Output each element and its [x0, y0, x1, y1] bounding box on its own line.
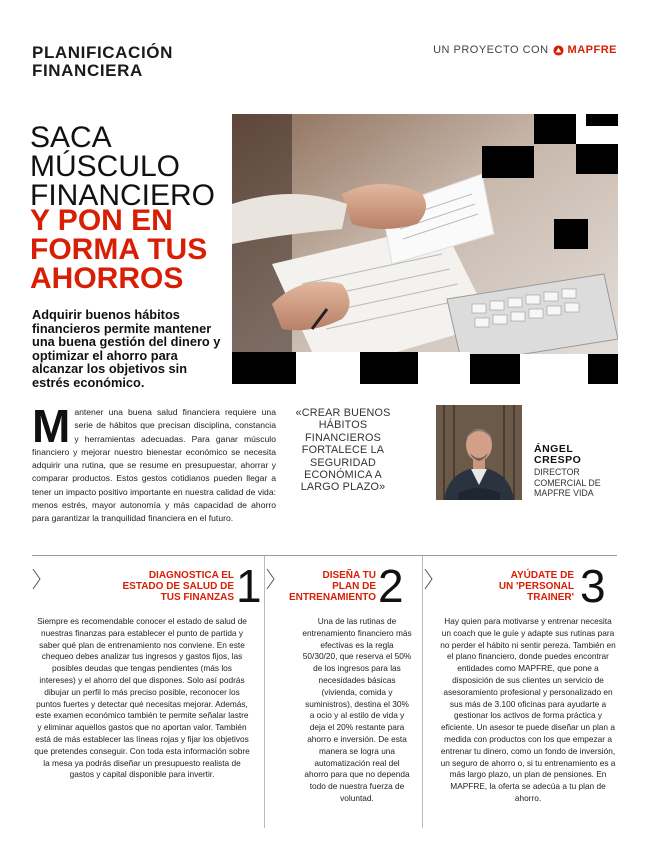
- column-title-line: UN 'PERSONAL: [498, 581, 574, 592]
- headline-red-line: Y PON EN: [30, 204, 173, 237]
- headline-thin-line: SACA: [30, 121, 112, 154]
- mapfre-logo-icon: [553, 45, 564, 56]
- intro-text: antener una buena salud financiera requiere una serie de hábitos que precisan disciplina, constancia y herramientas adecuadas. Para ganar músculo financiero y mejorar nuestro bienestar económico se necesita adquirir una rutina, que se resume en presupuestar, ahorrar y comparar productos. Estos gestos cotidianos pueden llegar a tener un impacto positivo importante en nuestra calidad de vida: menos estrés, mayor autonomía y más capacidad de ahorro para garantizar la tranquilidad financiera en el futuro.: [32, 407, 276, 524]
- quote-line: HÁBITOS: [318, 419, 368, 432]
- section-title-line1: PLANIFICACIÓN: [32, 43, 173, 62]
- person-name-line1: ÁNGEL: [534, 443, 574, 455]
- dropcap: M: [32, 400, 71, 452]
- column-title-line: ENTRENAMIENTO: [288, 592, 376, 603]
- pull-quote: [284, 407, 402, 494]
- quote-line: «CREAR BUENOS: [295, 407, 391, 419]
- headline-red-line: FORMA TUS: [30, 233, 208, 266]
- headline-thin: [30, 123, 215, 210]
- column-3-title: [460, 570, 574, 603]
- quote-line: SEGURIDAD: [310, 456, 376, 469]
- headline-red-line: AHORROS: [30, 262, 184, 295]
- column-1-number: 1: [236, 560, 262, 612]
- column-title-line: PLAN DE: [332, 581, 376, 592]
- column-1-title: [100, 570, 234, 603]
- person-role-line: DIRECTOR: [534, 467, 580, 477]
- headline-thin-line: FINANCIERO: [30, 179, 216, 212]
- sponsor-prefix: UN PROYECTO CON: [433, 44, 549, 56]
- person-role: [534, 467, 624, 499]
- column-2-number: 2: [378, 560, 404, 612]
- chevron-right-icon: [424, 568, 434, 590]
- headline-red: [30, 206, 207, 293]
- person-role-line: MAPFRE VIDA: [534, 488, 594, 498]
- column-3-number: 3: [580, 560, 606, 612]
- chevron-right-icon: [266, 568, 276, 590]
- chevron-right-icon: [32, 568, 42, 590]
- person-name: [534, 444, 581, 466]
- column-divider: [264, 556, 265, 828]
- person-role-line: COMERCIAL DE: [534, 477, 601, 488]
- quote-line: ECONÓMICA A: [304, 469, 382, 482]
- headline-thin-line: MÚSCULO: [30, 150, 181, 183]
- person-name-line2: CRESPO: [534, 454, 582, 466]
- column-title-line: AYÚDATE DE: [510, 570, 574, 581]
- column-2-title: [280, 570, 376, 603]
- column-title-line: DISEÑA TU: [322, 570, 376, 581]
- quote-line: FINANCIEROS: [305, 431, 381, 444]
- person-portrait: [436, 405, 522, 500]
- sponsor-brand: MAPFRE: [567, 44, 617, 56]
- lead-paragraph: Adquirir buenos hábitos financieros permite mantener una buena gestión del dinero y optimizar el ahorro para alcanzar los objetivos sin estrés económico.: [32, 307, 221, 390]
- section-title-line2: FINANCIERA: [32, 61, 143, 80]
- column-title-line: TUS FINANZAS: [160, 592, 234, 603]
- quote-line: LARGO PLAZO»: [300, 481, 386, 494]
- section-title: [32, 44, 173, 80]
- column-1-text: Siempre es recomendable conocer el estado de salud de nuestras finanzas para establecer el punto de partida y saber qué plan de entrenamiento nos conviene. En este chequeo debes analizar tus ingresos y gastos fijos, las posibles deudas que tengas pendientes (más los intereses) y el ahorro del que dispones. Solo así podrás dibujar un perfil lo más preciso posible, reconocer los puntos fuertes y detectar qué necesitas mejorar. Además, este examen económico también te permite señalar lastre y eliminar aquellos gastos que no aportan valor. También está de más establecer las líneas rojas y fijar los objetivos que pretendes conseguir. Con toda esta información sobre la mesa ya podrás diseñar un presupuesto realista de gastos y capital disponible para invertir.: [34, 616, 250, 780]
- intro-paragraph: [32, 400, 276, 526]
- hero-photo: [232, 114, 618, 384]
- column-3-text: Hay quien para motivarse y entrenar necesita un coach que le guíe y adapte sus rutinas para no perder el hábito ni sentir pereza. También en el plano financiero, donde puedes encontrar entidades como MAPFRE, que pone a disposición de sus clientes un servicio de asesoramiento profesional y personalizado en sus más de 3.100 oficinas para ayudarte a gestionar los activos de forma práctica y eficiente. Un asesor te puede diseñar un plan a medida con productos con los que empezar a entrenar tu dinero, como un fondo de inversión, un seguro de ahorro o, si tu entrenamiento es a más largo plazo, un plan de pensiones. En MAPFRE, la oferta se adecúa a tu plan de ahorro.: [440, 616, 616, 803]
- quote-line: FORTALECE LA: [301, 444, 385, 457]
- column-2-text: Una de las rutinas de entrenamiento financiero más efectivas es la regla 50/30/20, que reserva el 50% de los ingresos para las necesidades básicas (vivienda, comida y suministros), destina el 30% a ocio y al estilo de vida y deja el 20% restante para ahorro e inversión. De esta manera se logra una automatización real del ahorro para que no dependa todo de nuestra fuerza de voluntad.: [302, 616, 412, 803]
- column-title-line: ESTADO DE SALUD DE: [122, 581, 234, 592]
- sponsor-credit: [433, 44, 617, 56]
- column-divider: [422, 556, 423, 828]
- column-title-line: DIAGNOSTICA EL: [148, 570, 234, 581]
- section-divider: [32, 555, 617, 556]
- column-title-line: TRAINER': [527, 592, 574, 603]
